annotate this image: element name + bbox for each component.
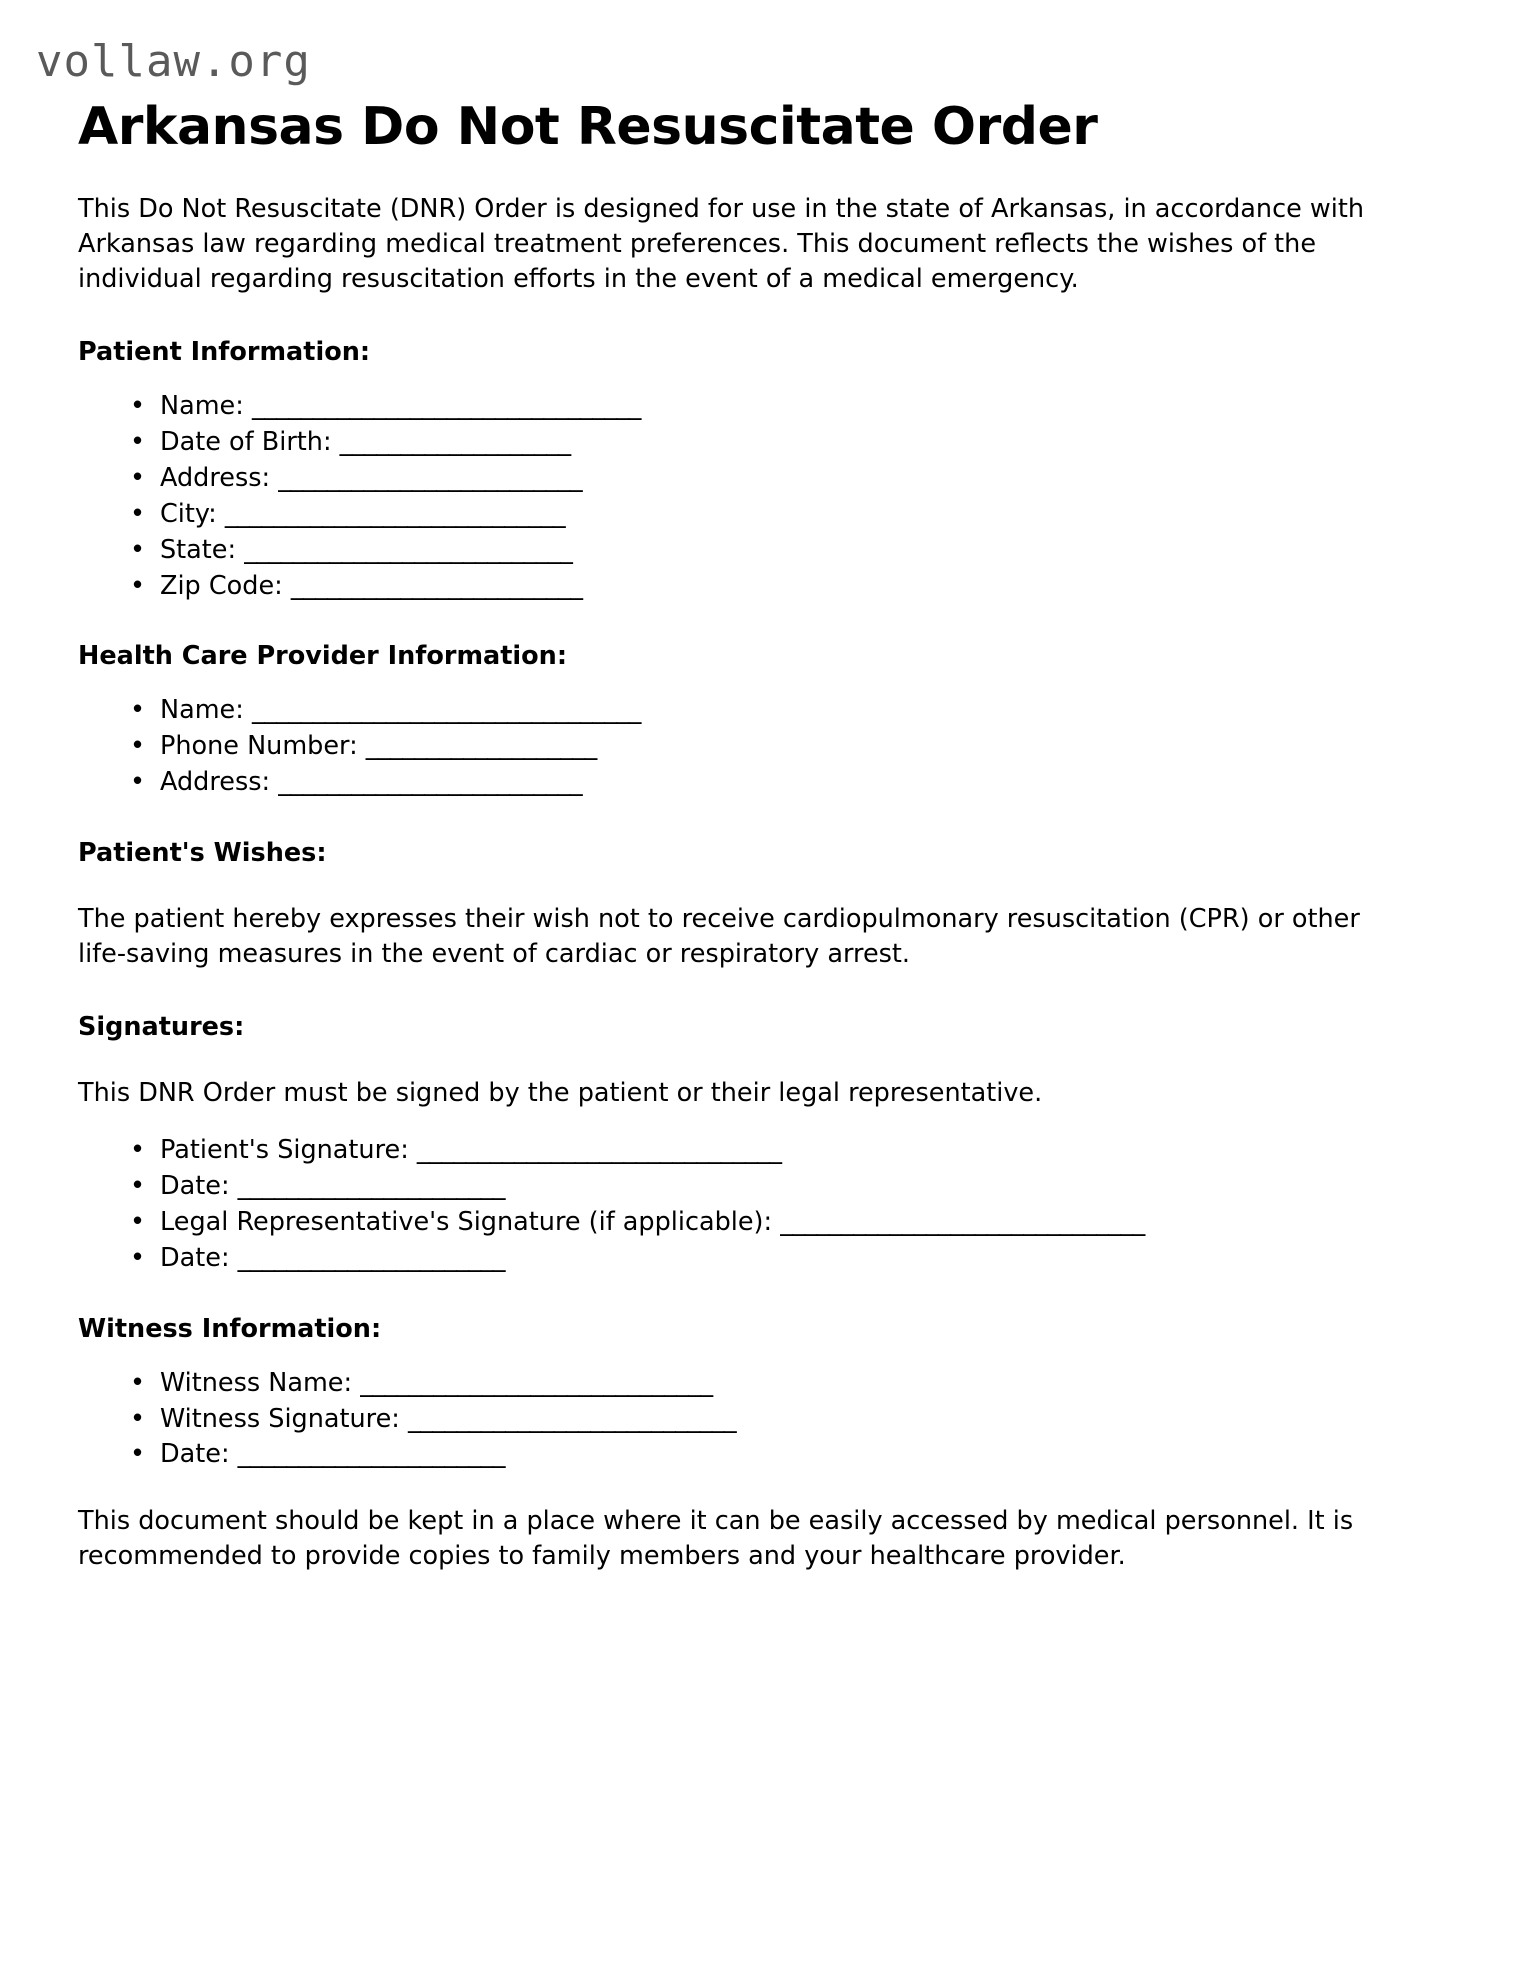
field-label: Address: [160, 766, 271, 797]
field-label: Date: [160, 1439, 230, 1470]
field-blank-line[interactable]: ___________________________ [244, 534, 573, 565]
field-blank-line[interactable]: _________________________ [278, 766, 583, 797]
field-blank-line[interactable]: ____________________________ [224, 498, 566, 529]
list-item [126, 1369, 1398, 1399]
section-heading-witness-information: Witness Information: [78, 1313, 382, 1344]
closing-paragraph: This document should be kept in a place where it can be easily accessed by medical personnel. It is recommended to provide copies to family members and your healthcare provider. [78, 1506, 1354, 1572]
list-item [126, 732, 1398, 762]
field-blank-line[interactable]: ______________________ [237, 1439, 505, 1470]
field-blank-line[interactable]: ___________________________ [407, 1403, 737, 1434]
field-blank-line[interactable]: _____________________________ [360, 1367, 713, 1398]
signatures-paragraph: This DNR Order must be signed by the patient or their legal representative. [78, 1078, 1043, 1109]
list-item [126, 464, 1398, 494]
field-blank-line[interactable]: ______________________________ [780, 1207, 1145, 1238]
field-blank-line[interactable]: ______________________ [237, 1242, 505, 1273]
field-label: State: [160, 534, 237, 565]
site-watermark: vollaw.org [36, 36, 311, 87]
list-item [126, 428, 1398, 458]
field-blank-line[interactable]: ________________________ [290, 570, 583, 601]
list-item [126, 768, 1398, 798]
list-item [126, 1440, 1398, 1470]
list-item [126, 1405, 1398, 1435]
field-label: Witness Name: [160, 1367, 353, 1398]
field-label: Legal Representative's Signature (if applicable): [160, 1207, 773, 1238]
patients-wishes-paragraph: The patient hereby expresses their wish not to receive cardiopulmonary resuscitation (CPR) or other life-saving measures in the event of cardiac or respiratory arrest. [78, 903, 1360, 969]
section-heading-patient-information: Patient Information: [78, 337, 371, 368]
list-item [126, 536, 1398, 566]
witness-information-field-list [78, 1369, 1398, 1470]
list-item [126, 392, 1398, 422]
patient-information-field-list [78, 392, 1398, 601]
document-content [78, 98, 1398, 1575]
field-blank-line[interactable]: ______________________ [237, 1171, 505, 1202]
field-blank-line[interactable]: ___________________ [365, 731, 597, 762]
list-item [126, 500, 1398, 530]
list-item [126, 1172, 1398, 1202]
field-label: Address: [160, 463, 271, 494]
section-heading-health-care-provider-information: Health Care Provider Information: [78, 641, 568, 672]
list-item [126, 1136, 1398, 1166]
field-label: Patient's Signature: [160, 1135, 409, 1166]
field-blank-line[interactable]: ________________________________ [251, 391, 641, 422]
list-item [126, 572, 1398, 602]
field-label: Witness Signature: [160, 1403, 400, 1434]
health-care-provider-field-list [78, 696, 1398, 797]
list-item [126, 1244, 1398, 1274]
page-title: Arkansas Do Not Resuscitate Order [78, 97, 1098, 157]
signatures-field-list [78, 1136, 1398, 1273]
field-label: Name: [160, 695, 244, 726]
field-label: Phone Number: [160, 731, 358, 762]
list-item [126, 1208, 1398, 1238]
intro-paragraph: This Do Not Resuscitate (DNR) Order is designed for use in the state of Arkansas, in accordance with Arkansas law regarding medical treatment preferences. This document reflects the wishes of the individual regarding resuscitation efforts in the event of a medical emergency. [78, 193, 1364, 295]
field-label: Date of Birth: [160, 427, 332, 458]
field-label: Date: [160, 1242, 230, 1273]
section-heading-patients-wishes: Patient's Wishes: [78, 837, 327, 868]
field-blank-line[interactable]: ______________________________ [416, 1135, 782, 1166]
field-blank-line[interactable]: ___________________ [339, 427, 571, 458]
field-label: Name: [160, 391, 244, 422]
list-item [126, 696, 1398, 726]
field-label: City: [160, 498, 217, 529]
section-heading-signatures: Signatures: [78, 1012, 245, 1043]
field-blank-line[interactable]: _________________________ [278, 463, 583, 494]
field-blank-line[interactable]: ________________________________ [251, 695, 641, 726]
field-label: Date: [160, 1171, 230, 1202]
field-label: Zip Code: [160, 570, 283, 601]
